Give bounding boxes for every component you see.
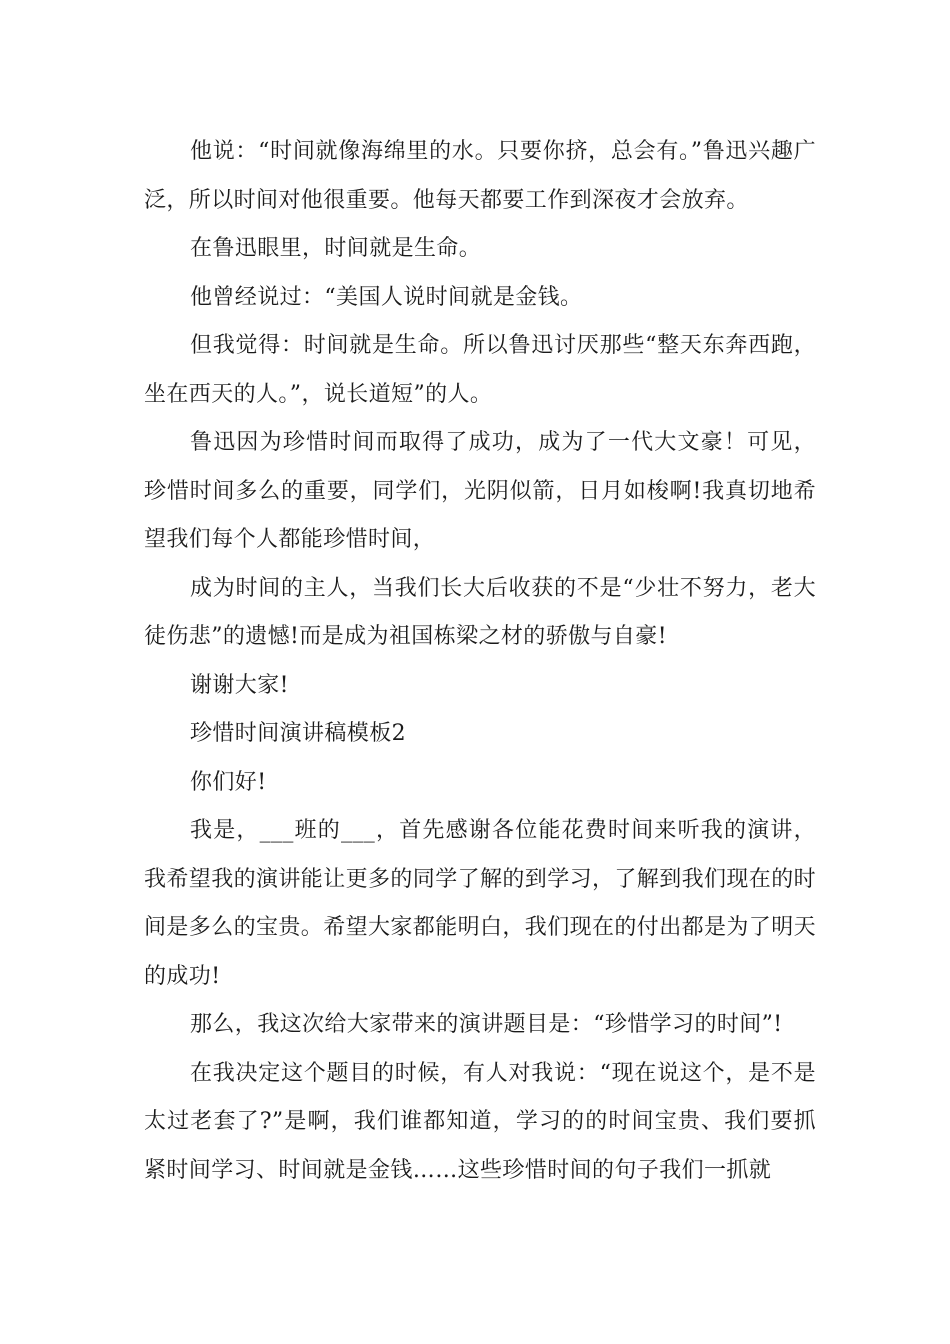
section-heading: 珍惜时间演讲稿模板2 — [190, 721, 406, 746]
paragraph: 在我决定这个题目的时候，有人对我说：“现在说这个，是不是太过老套了?”是啊，我们谁都知道，学习的的时间宝贵、我们要抓紧时间学习、时间就是金钱……这些珍惜时间的句子我们一抓就 — [144, 1060, 816, 1183]
paragraph: 但我觉得：时间就是生命。所以鲁迅讨厌那些“整天东奔西跑，坐在西天的人。”，说长道短”的人。 — [144, 333, 816, 407]
paragraph: 他说：“时间就像海绵里的水。只要你挤，总会有。”鲁迅兴趣广泛，所以时间对他很重要。他每天都要工作到深夜才会放弃。 — [144, 139, 816, 213]
document-body — [144, 128, 816, 1195]
paragraph: 在鲁迅眼里，时间就是生命。 — [190, 236, 482, 261]
paragraph: 他曾经说过：“美国人说时间就是金钱。 — [190, 284, 583, 310]
paragraph: 成为时间的主人，当我们长大后收获的不是“少壮不努力，老大徒伤悲”的遗憾!而是成为祖国栋梁之材的骄傲与自豪! — [144, 575, 816, 649]
paragraph: 我是，___班的___，首先感谢各位能花费时间来听我的演讲，我希望我的演讲能让更多的同学了解的到学习，了解到我们现在的时间是多么的宝贵。希望大家都能明白，我们现在的付出都是为了明天的成功! — [144, 818, 817, 989]
paragraph: 你们好! — [190, 769, 267, 795]
paragraph: 那么，我这次给大家带来的演讲题目是：“珍惜学习的时间”! — [190, 1012, 783, 1037]
paragraph: 鲁迅因为珍惜时间而取得了成功，成为了一代大文豪！可见，珍惜时间多么的重要，同学们，光阴似箭，日月如梭啊!我真切地希望我们每个人都能珍惜时间， — [144, 430, 816, 552]
paragraph: 谢谢大家! — [190, 672, 289, 698]
